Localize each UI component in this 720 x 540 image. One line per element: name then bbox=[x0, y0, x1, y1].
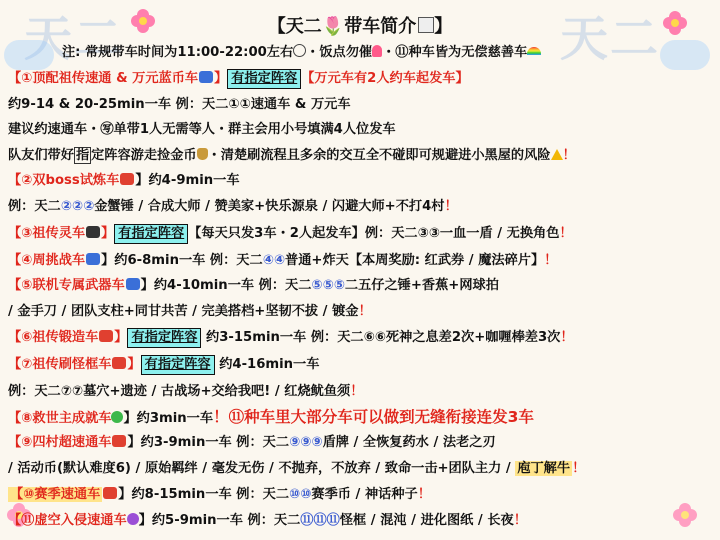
page-title bbox=[0, 12, 720, 38]
watermark-left: 天二 bbox=[24, 11, 125, 67]
car-5-header: 【⑤联机专属武器车 】约4-10min一车 例：天二⑤⑤⑤二五仔之锤+香蕉+网球拍 bbox=[8, 278, 499, 293]
title-text: 【天二🌷带车简介 bbox=[267, 16, 417, 37]
clock-icon bbox=[293, 44, 306, 57]
car-1-warning: 队友们带好 指 定阵容游走捡金币 ・清楚刷流程且多余的交互全不碰即可规避进小黑屋的风险 ！ bbox=[8, 148, 576, 163]
car-9-header: 【⑨四村超速通车 】约3-9min一车 例：天二⑨⑨⑨盾牌 / 全恢复药水 / 法老之刃 bbox=[8, 435, 496, 450]
car-icon bbox=[112, 357, 126, 369]
dark-car-icon bbox=[86, 226, 100, 238]
car-7-header: 【⑦祖传刷怪框车 】 有指定阵容 约4-16min一车 bbox=[8, 354, 319, 376]
car-1-header: 【①顶配祖传速通 & 万元蓝币车 】 有指定阵容 【万元车有2人约车起发车】 bbox=[8, 68, 469, 90]
money-bag-icon bbox=[197, 148, 208, 160]
warning-icon bbox=[551, 149, 563, 160]
car-2-examples: 例：天二②②②金蟹锤 / 合成大师 / 赞美家+快乐源泉 / 闪避大师+不打4村！ bbox=[8, 199, 458, 214]
car-5-examples: / 金手刀 / 团队支柱+同甘共苦 / 完美搭档+坚韧不拔 / 镀金！ bbox=[8, 304, 372, 319]
rainbow-icon bbox=[527, 47, 541, 55]
car-8-line: 【⑧救世主成就车 】约3min一车！⑪种车里大部分车可以做到无缝衔接连发3车 bbox=[8, 408, 534, 426]
race-car-icon bbox=[120, 173, 134, 185]
car-icon bbox=[199, 71, 213, 83]
lineup-tag: 有指定阵容 bbox=[227, 69, 301, 89]
car-4-line: 【④周挑战车 】约6-8min一车 例：天二④④普通+炸天【本周奖励: 红武券 / 魔法碎片】！ bbox=[8, 253, 558, 268]
car-3-line: 【③祖传灵车 】 有指定阵容 【每天只发3车・2人起发车】例：天二③③一血一盾 / 无换角色！ bbox=[8, 223, 573, 245]
car-icon bbox=[99, 330, 113, 342]
car-1-tip: 建议约速通车・㊢单带1人无需等人・群主会用小号填满4人位发车 bbox=[8, 122, 396, 137]
purple-circle-icon bbox=[127, 513, 139, 525]
car-icon bbox=[112, 435, 126, 447]
green-circle-icon bbox=[111, 411, 123, 423]
car-6-line: 【⑥祖传锻造车 】 有指定阵容 约3-15min一车 例：天二⑥⑥死神之息差2次+咖喱棒差3次！ bbox=[8, 327, 574, 349]
car-icon bbox=[103, 487, 117, 499]
car-icon bbox=[86, 253, 100, 265]
lineup-tag: 有指定阵容 bbox=[114, 224, 188, 244]
car-10-line: 【⑩赛季速通车 】约8-15min一车 例：天二⑩⑩赛季币 / 神话种子！ bbox=[10, 487, 431, 502]
lineup-tag: 有指定阵容 bbox=[141, 355, 215, 375]
car-icon bbox=[126, 278, 140, 290]
memo-icon bbox=[418, 17, 434, 33]
tulip-icon bbox=[372, 45, 382, 57]
note-line: 注: 常规带车时间为11:00-22:00左右 ・饭点勿催 ・⑪种车皆为无偿慈善车 bbox=[62, 42, 541, 64]
lineup-tag: 有指定阵容 bbox=[127, 328, 201, 348]
watermark-right: 天二 bbox=[560, 11, 661, 67]
car-7-examples: 例：天二⑦⑦墓穴+遗迹 / 古战场+交给我吧! / 红烧鱿鱼须！ bbox=[8, 384, 364, 399]
title-close: 】 bbox=[434, 16, 453, 37]
car-1-time: 约9-14 & 20-25min一车 例：天二①①速通车 & 万元车 bbox=[8, 97, 351, 112]
car-11-line: 【⑪虚空入侵速通车 】约5-9min一车 例：天二⑪⑪⑪怪框 / 混沌 / 进化图纸 / 长夜！ bbox=[8, 513, 527, 528]
car-2-header: 【②双boss试炼车 】约4-9min一车 bbox=[8, 173, 240, 188]
car-9-examples: / 活动币(默认难度6) / 原始羁绊 / 毫发无伤 / 不抛弃，不放弃 / 致命一击+团队主力 / 庖丁解牛 ！ bbox=[8, 461, 586, 476]
